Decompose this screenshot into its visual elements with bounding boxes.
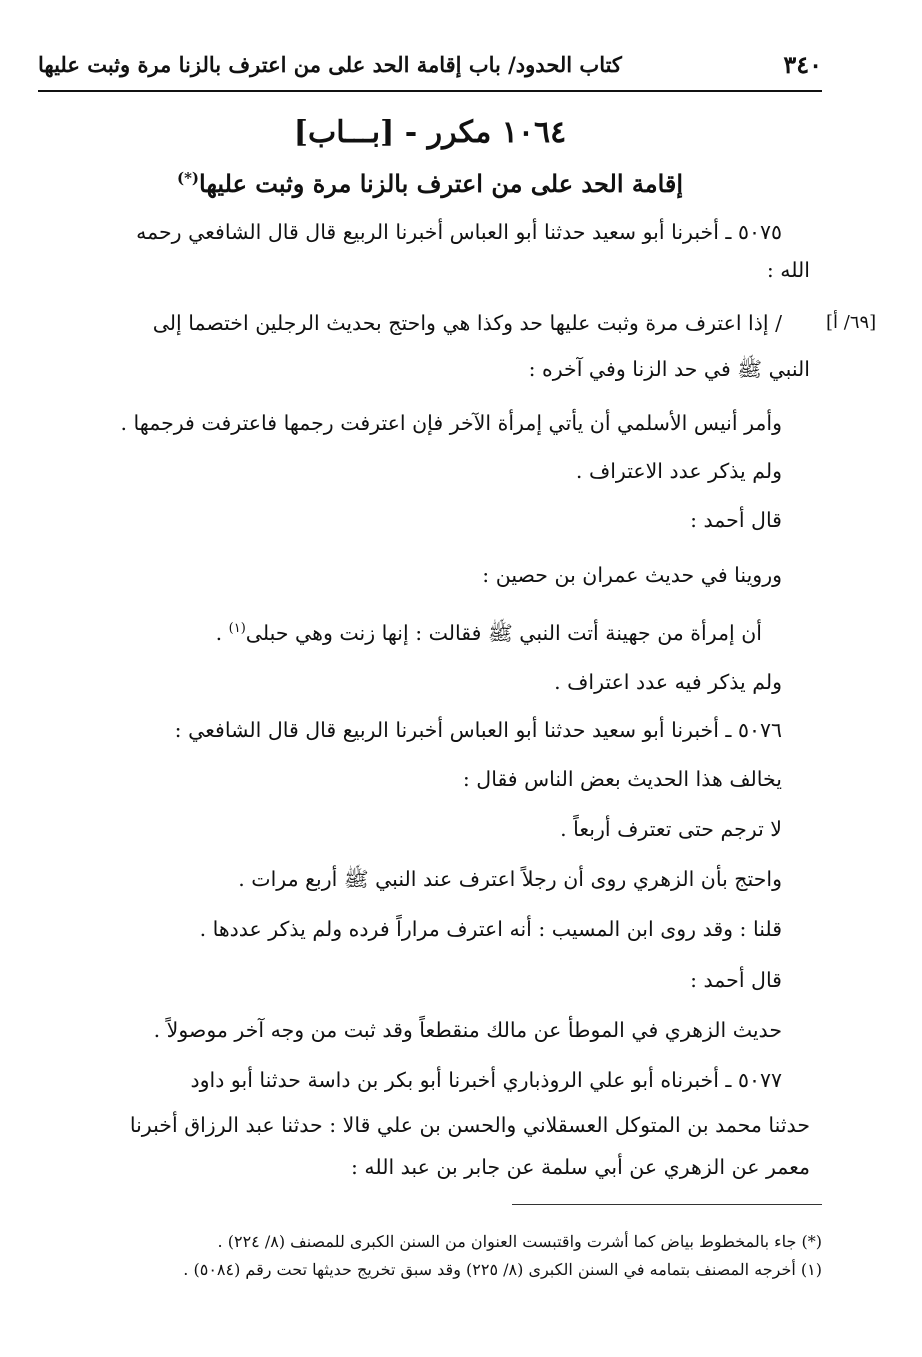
body-line: ولم يذكر عدد الاعتراف .: [575, 459, 782, 483]
body-line-end: .: [215, 620, 229, 645]
body-line-with-note: [44, 612, 762, 650]
body-line-hadith-5077: ٥٠٧٧ ـ أخبرناه أبو علي الروذباري أخبرنا أبو بكر بن داسة حدثنا أبو داود: [190, 1068, 782, 1092]
header-rule: [38, 90, 822, 92]
body-line: يخالف هذا الحديث بعض الناس فقال :: [462, 767, 782, 791]
body-line: معمر عن الزهري عن أبي سلمة عن جابر بن عبد الله :: [351, 1155, 810, 1179]
body-line-hadith-5076: ٥٠٧٦ ـ أخبرنا أبو سعيد حدثنا أبو العباس أخبرنا الربيع قال قال الشافعي :: [174, 718, 782, 742]
page-number: ٣٤٠: [783, 49, 822, 79]
footnote-1: (١) أخرجه المصنف بتمامه في السنن الكبرى (٨/ ٢٢٥) وقد سبق تخريج حديثها تحت رقم (٥٠٨٤) .: [183, 1260, 822, 1279]
footnote-ref-1: (١): [228, 621, 246, 636]
body-line: وروينا في حديث عمران بن حصين :: [482, 563, 782, 587]
footnote-star: (*) جاء بالمخطوط بياض كما أشرت واقتبست العنوان من السنن الكبرى للمصنف (٨/ ٢٢٤) .: [217, 1232, 822, 1251]
body-line: ولم يذكر فيه عدد اعتراف .: [554, 670, 782, 694]
body-line: حديث الزهري في الموطأ عن مالك منقطعاً وقد ثبت من وجه آخر موصولاً .: [153, 1018, 782, 1042]
body-line: وأمر أنيس الأسلمي أن يأتي إمرأة الآخر فإن اعترفت رجمها فاعترفت فرجمها .: [120, 411, 782, 435]
body-line: حدثنا محمد بن المتوكل العسقلاني والحسن بن علي قالا : حدثنا عبد الرزاق أخبرنا: [129, 1113, 810, 1137]
footnote-rule: [512, 1204, 822, 1205]
chapter-number: ١٠٦٤ مكرر - [بـــاب]: [293, 115, 567, 150]
body-line: واحتج بأن الزهري روى أن رجلاً اعترف عند النبي ﷺ أربع مرات .: [238, 867, 782, 891]
chapter-title-note-mark: (*): [176, 169, 200, 187]
chapter-title-text: إقامة الحد على من اعترف بالزنا مرة وثبت عليها: [199, 169, 684, 198]
body-line-hadith-5075: ٥٠٧٥ ـ أخبرنا أبو سعيد حدثنا أبو العباس أخبرنا الربيع قال قال الشافعي رحمه: [136, 220, 782, 244]
body-line-text: أن إمرأة من جهينة أتت النبي ﷺ فقالت : إنها زنت وهي حبلى: [245, 620, 762, 645]
body-line: قلنا : وقد روى ابن المسيب : أنه اعترف مراراً فرده ولم يذكر عددها .: [199, 917, 782, 941]
running-header: [38, 40, 822, 88]
body-line: النبي ﷺ في حد الزنا وفي آخره :: [528, 357, 810, 381]
running-title: كتاب الحدود/ باب إقامة الحد على من اعترف بالزنا مرة وثبت عليها: [38, 51, 622, 77]
body-line: قال أحمد :: [690, 508, 782, 532]
body-line: الله :: [766, 258, 810, 282]
body-line: / إذا اعترف مرة وثبت عليها حد وكذا هي واحتج بحديث الرجلين اختصما إلى: [152, 311, 782, 335]
manuscript-folio-ref: [٦٩/ أ]: [826, 312, 877, 333]
body-line: لا ترجم حتى تعترف أربعاً .: [560, 817, 782, 841]
chapter-title: [50, 158, 810, 204]
body-line: قال أحمد :: [690, 968, 782, 992]
